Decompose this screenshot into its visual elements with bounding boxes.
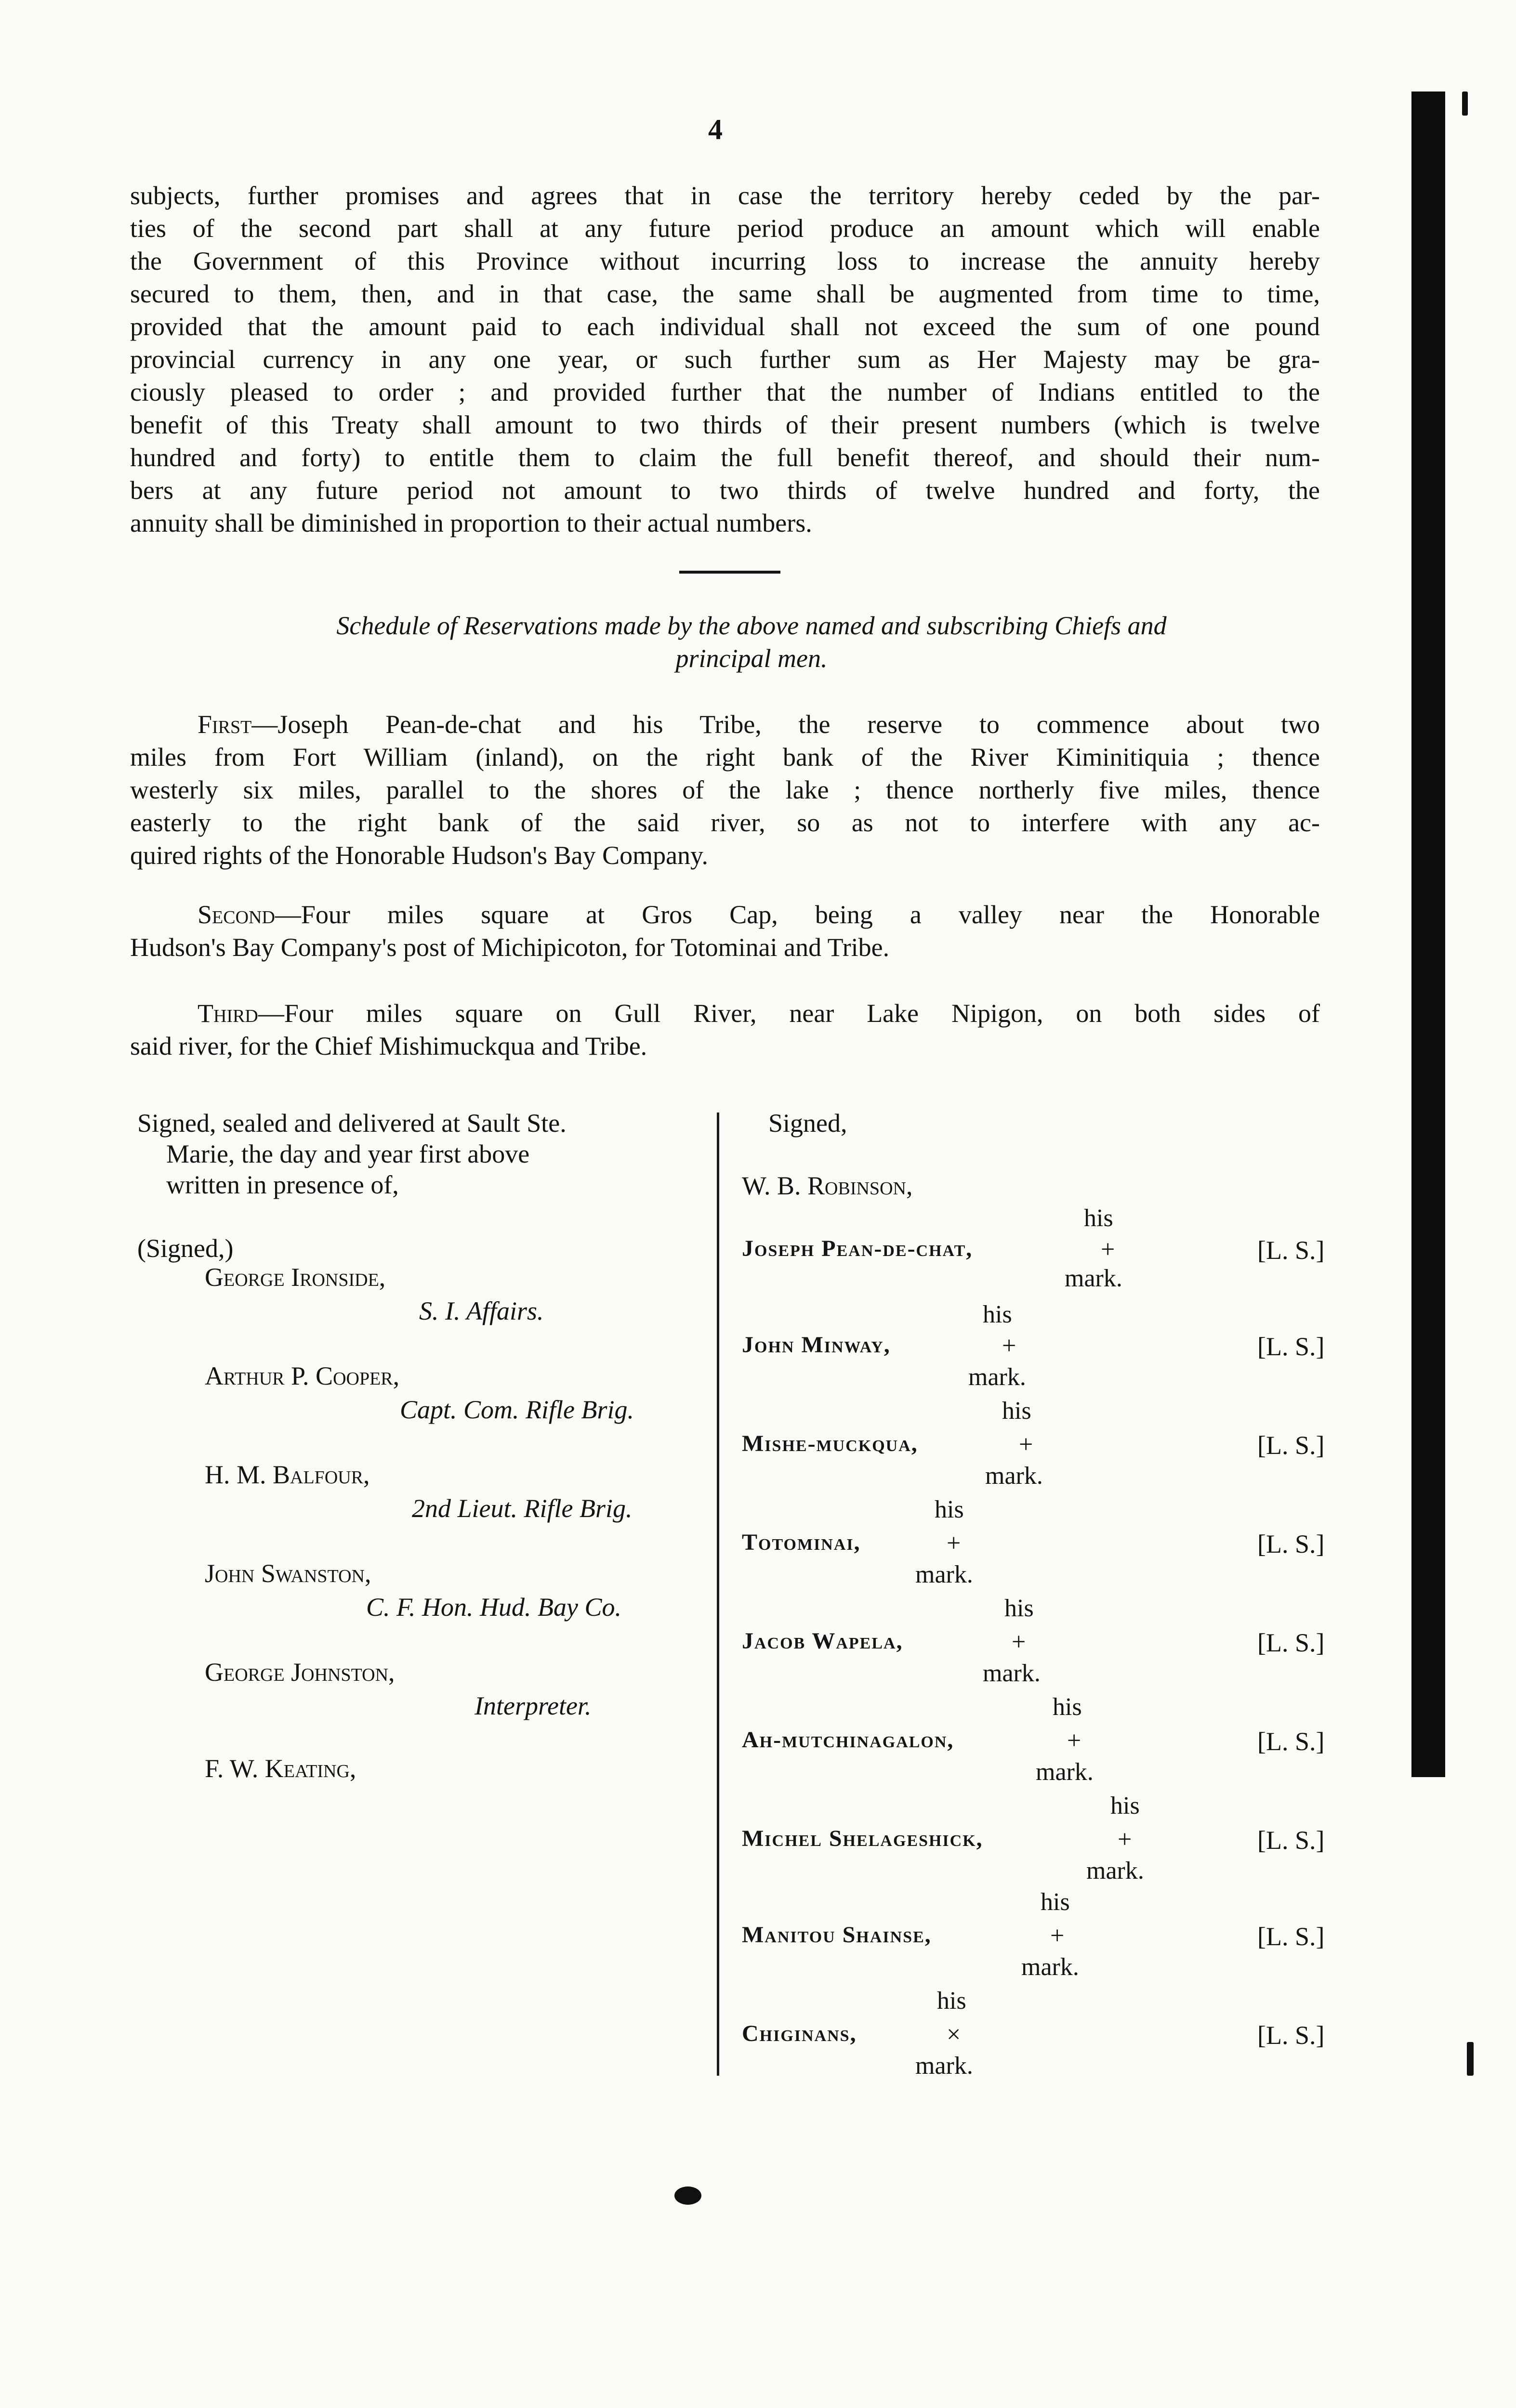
paragraph-line: subjects, further promises and agrees that in case the territory hereby ceded by the par- (130, 181, 1320, 210)
paragraph-line: the Government of this Province without incurring loss to increase the annuity hereby (130, 247, 1320, 275)
reservation-line: quired rights of the Honorable Hudson's Bay Company. (130, 841, 709, 870)
mark-label: mark. (983, 1660, 1041, 1687)
reservation-line: —Four miles square on Gull River, near Lake Nipigon, on both sides of (258, 999, 1320, 1028)
mark-label: mark. (1065, 1265, 1122, 1292)
his-label: his (1002, 1397, 1031, 1425)
witness-intro-line: Signed, sealed and delivered at Sault Ste. (137, 1109, 567, 1138)
mark-symbol: + (1118, 1826, 1132, 1853)
paragraph-line: provided that the amount paid to each individual shall not exceed the sum of one pound (130, 312, 1320, 341)
seal-label: [L. S.] (1257, 1431, 1325, 1460)
chief-name: Jacob Wapela, (742, 1628, 903, 1654)
seal-label: [L. S.] (1257, 1628, 1325, 1657)
mark-label: mark. (1086, 1857, 1144, 1885)
witness-intro-line: written in presence of, (166, 1170, 399, 1199)
reservation-line: —Four miles square at Gros Cap, being a valley near the Honorable (275, 900, 1320, 929)
chief-name: Chiginans, (742, 2021, 857, 2046)
mark-symbol: + (1050, 1922, 1065, 1950)
schedule-heading-line: principal men. (675, 644, 828, 673)
witness-name: F. W. Keating, (205, 1754, 356, 1783)
witness-title: Interpreter. (475, 1691, 592, 1720)
reservation-label: Third (198, 999, 258, 1028)
mark-symbol: + (1067, 1727, 1081, 1754)
seal-label: [L. S.] (1257, 1236, 1325, 1265)
signatories-signed-label: Signed, (768, 1109, 847, 1138)
mark-symbol: + (1101, 1236, 1115, 1263)
seal-label: [L. S.] (1257, 1826, 1325, 1855)
mark-label: mark. (1036, 1758, 1094, 1786)
seal-label: [L. S.] (1257, 1727, 1325, 1756)
witness-name: H. M. Balfour, (205, 1460, 370, 1489)
chief-name: Ah-mutchinagalon, (742, 1727, 954, 1753)
chief-name: Joseph Pean-de-chat, (742, 1236, 973, 1261)
schedule-heading (183, 609, 1320, 675)
schedule-heading-line: Schedule of Reservations made by the above named and subscribing Chiefs and (336, 611, 1167, 640)
seal-label: [L. S.] (1257, 1530, 1325, 1558)
paragraph-line: hundred and forty) to entitle them to claim the full benefit thereof, and should their num- (130, 443, 1320, 472)
witness-name: John Swanston, (205, 1559, 371, 1588)
reservation-first (130, 708, 1320, 872)
mark-symbol: + (947, 1530, 961, 1557)
his-label: his (1004, 1595, 1034, 1622)
paragraph-line: annuity shall be diminished in proportion to their actual numbers. (130, 509, 812, 537)
reservation-line: westerly six miles, parallel to the shores of the lake ; thence northerly five miles, thence (130, 775, 1320, 804)
mark-label: mark. (968, 1363, 1026, 1391)
chief-name: John Minway, (742, 1332, 891, 1358)
mark-symbol: × (947, 2021, 961, 2048)
reservation-line: miles from Fort William (inland), on the right bank of the River Kiminitiquia ; thence (130, 743, 1320, 772)
paragraph-line: ciously pleased to order ; and provided further that the number of Indians entitled to the (130, 378, 1320, 406)
his-label: his (1041, 1888, 1070, 1916)
witness-signed-label: (Signed,) (137, 1234, 234, 1263)
reservation-label: Second (198, 900, 275, 929)
mark-symbol: + (1012, 1628, 1026, 1656)
reservation-line: Hudson's Bay Company's post of Michipicoton, for Totominai and Tribe. (130, 933, 890, 962)
reservation-line: said river, for the Chief Mishimuckqua and Tribe. (130, 1032, 647, 1060)
his-label: his (1110, 1792, 1140, 1819)
ink-blot (674, 2186, 701, 2205)
witness-title: C. F. Hon. Hud. Bay Co. (366, 1593, 622, 1622)
mark-label: mark. (1021, 1953, 1079, 1981)
column-divider (717, 1112, 719, 2076)
witness-title: S. I. Affairs. (419, 1296, 544, 1325)
witness-name: George Johnston, (205, 1658, 395, 1687)
witness-name: George Ironside, (205, 1263, 386, 1292)
annuity-paragraph (130, 179, 1320, 539)
his-label: his (1053, 1693, 1082, 1721)
chief-name: Manitou Shainse, (742, 1922, 932, 1948)
his-label: his (1084, 1204, 1113, 1232)
paragraph-line: provincial currency in any one year, or such further sum as Her Majesty may be gra- (130, 345, 1320, 374)
seal-label: [L. S.] (1257, 1922, 1325, 1951)
scan-edge-shadow (1411, 92, 1445, 1777)
paragraph-line: secured to them, then, and in that case, the same shall be augmented from time to time, (130, 279, 1320, 308)
page-number: 4 (708, 114, 723, 145)
reservation-line: —Joseph Pean-de-chat and his Tribe, the reserve to commence about two (251, 710, 1320, 739)
witness-intro-line: Marie, the day and year first above (166, 1139, 530, 1168)
mark-symbol: + (1002, 1332, 1016, 1360)
ink-mark (1462, 92, 1468, 116)
ink-mark (1467, 2042, 1474, 2076)
witness-title: Capt. Com. Rifle Brig. (400, 1395, 634, 1424)
robinson-signature: W. B. Robinson, (742, 1171, 913, 1200)
chief-name: Michel Shelageshick, (742, 1826, 983, 1851)
seal-label: [L. S.] (1257, 1332, 1325, 1361)
reservation-second (130, 898, 1320, 964)
mark-label: mark. (985, 1462, 1043, 1490)
chief-name: Totominai, (742, 1530, 861, 1555)
seal-label: [L. S.] (1257, 2021, 1325, 2050)
chief-name: Mishe-muckqua, (742, 1431, 918, 1456)
mark-label: mark. (915, 2052, 973, 2080)
mark-symbol: + (1019, 1431, 1033, 1458)
mark-label: mark. (915, 1561, 973, 1588)
his-label: his (983, 1301, 1012, 1328)
reservation-third (130, 997, 1320, 1062)
reservation-label: First (198, 710, 252, 739)
his-label: his (935, 1496, 964, 1523)
witness-title: 2nd Lieut. Rifle Brig. (412, 1494, 633, 1523)
his-label: his (937, 1987, 966, 2015)
reservation-line: easterly to the right bank of the said river, so as not to interfere with any ac- (130, 808, 1320, 837)
paragraph-line: bers at any future period not amount to two thirds of twelve hundred and forty, the (130, 476, 1320, 505)
witness-name: Arthur P. Cooper, (205, 1361, 400, 1390)
paragraph-line: benefit of this Treaty shall amount to two thirds of their present numbers (which is twelve (130, 410, 1320, 439)
paragraph-line: ties of the second part shall at any future period produce an amount which will enable (130, 214, 1320, 243)
section-rule (679, 571, 780, 574)
